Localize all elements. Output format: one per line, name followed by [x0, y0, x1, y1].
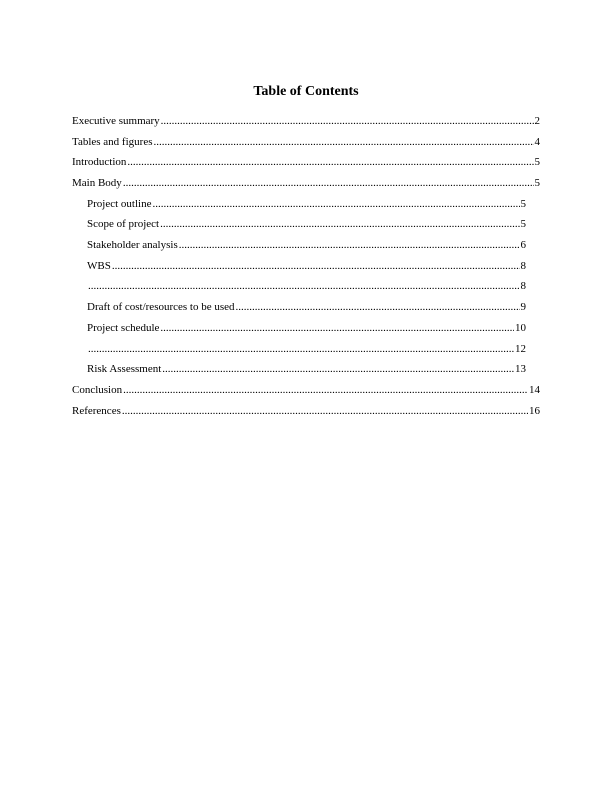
dot-leader: [160, 218, 519, 231]
toc-entry-page-number: 6: [520, 239, 526, 251]
dot-leader: [112, 260, 520, 273]
toc-entry-unlabeled-page-8[interactable]: [87, 280, 526, 293]
toc-entry-label: Introduction: [72, 156, 127, 168]
dot-leader: [236, 301, 520, 314]
toc-entry-label: Executive summary: [72, 115, 160, 127]
toc-entry-label: Tables and figures: [72, 136, 153, 148]
dot-leader: [153, 136, 533, 149]
toc-entry-page-number: 4: [534, 136, 540, 148]
dot-leader: [88, 343, 514, 356]
toc-entry-label: Stakeholder analysis: [87, 239, 178, 251]
toc-entry-label: Project schedule: [87, 322, 160, 334]
toc-entry-scope-of-project[interactable]: [87, 218, 526, 231]
dot-leader: [122, 405, 528, 418]
toc-entry-wbs[interactable]: [87, 260, 526, 273]
toc-entry-project-schedule[interactable]: [87, 322, 526, 335]
toc-entry-stakeholder-analysis[interactable]: [87, 239, 526, 252]
toc-entry-label: Conclusion: [72, 384, 123, 396]
toc-entry-label: Project outline: [87, 198, 152, 210]
toc-entry-label: References: [72, 405, 121, 417]
toc-entry-page-number: 10: [515, 322, 526, 334]
toc-entry-introduction[interactable]: [72, 156, 540, 169]
toc-title: Table of Contents: [253, 84, 359, 99]
dot-leader: [152, 198, 519, 211]
dot-leader: [160, 322, 514, 335]
toc-entry-page-number: 16: [529, 405, 540, 417]
toc-entry-conclusion[interactable]: [72, 384, 540, 397]
toc-entry-label: Scope of project: [87, 218, 160, 230]
toc-entry-page-number: 9: [520, 301, 526, 313]
toc-entry-references[interactable]: [72, 405, 540, 418]
toc-entry-label: Draft of cost/resources to be used: [87, 301, 235, 313]
dot-leader: [127, 156, 533, 169]
toc-entry-label: Risk Assessment: [87, 363, 162, 375]
toc-entry-page-number: 5: [520, 218, 526, 230]
toc-entry-page-number: 5: [534, 156, 540, 168]
toc-entry-draft-of-cost-resources[interactable]: [87, 301, 526, 314]
dot-leader: [88, 280, 520, 293]
toc-entry-tables-and-figures[interactable]: [72, 136, 540, 149]
toc-entry-main-body[interactable]: [72, 177, 540, 190]
dot-leader: [161, 115, 534, 128]
toc-entry-project-outline[interactable]: [87, 198, 526, 211]
toc-entry-unlabeled-page-12[interactable]: [87, 343, 526, 356]
dot-leader: [179, 239, 520, 252]
toc-entry-page-number: 12: [515, 343, 526, 355]
toc-entry-page-number: 13: [515, 363, 526, 375]
dot-leader: [123, 384, 528, 397]
dot-leader: [162, 363, 514, 376]
toc-entry-page-number: 14: [529, 384, 540, 396]
toc-entry-page-number: 5: [520, 198, 526, 210]
toc-entry-executive-summary[interactable]: [72, 115, 540, 128]
toc-entry-label: WBS: [87, 260, 111, 272]
toc-entry-page-number: 5: [534, 177, 540, 189]
toc-entry-page-number: 8: [520, 260, 526, 272]
toc-entry-risk-assessment[interactable]: [87, 363, 526, 376]
toc-entry-page-number: 8: [520, 280, 526, 292]
toc-entry-label: Main Body: [72, 177, 122, 189]
dot-leader: [123, 177, 534, 190]
toc-entry-page-number: 2: [534, 115, 540, 127]
